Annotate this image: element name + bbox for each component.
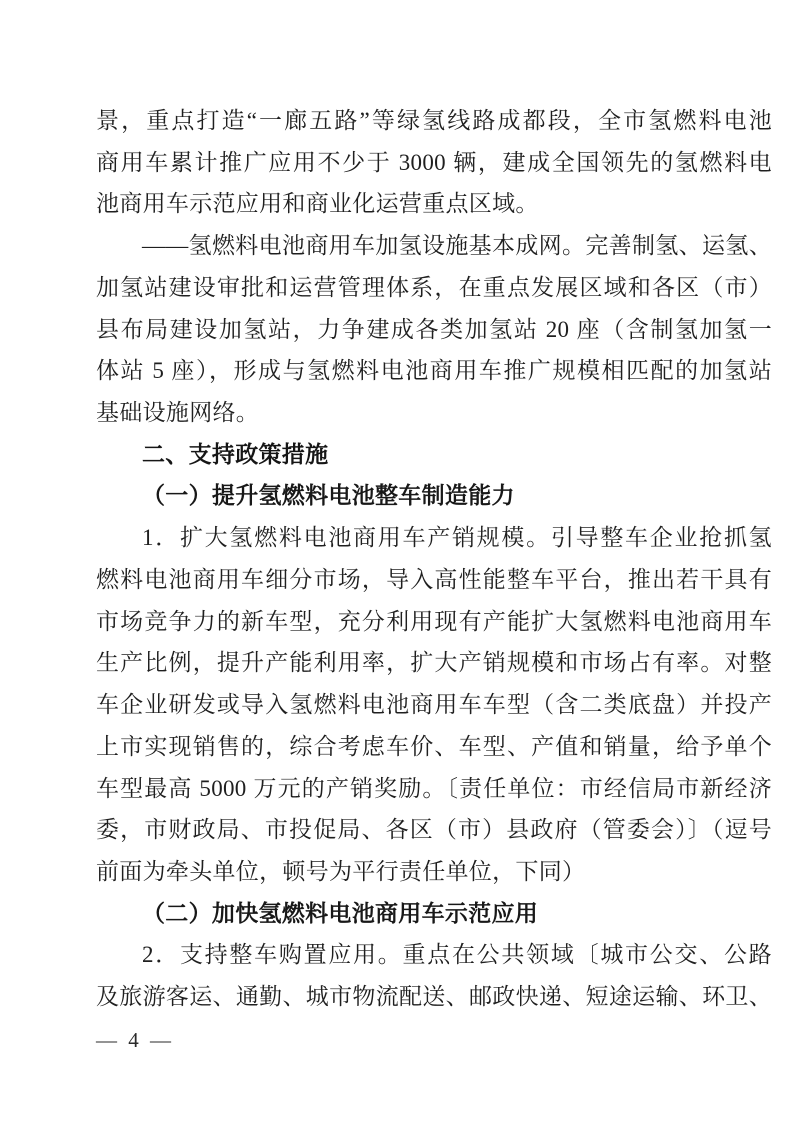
page-number: — 4 — — [96, 1028, 174, 1052]
text-line: 车企业研发或导入氢燃料电池商用车车型（含二类底盘）并投产 — [96, 692, 772, 718]
text-line: 2．支持整车购置应用。重点在公共领域〔城市公交、公路 — [142, 942, 772, 968]
text-line: 前面为牵头单位，顿号为平行责任单位，下同） — [96, 858, 586, 884]
text-line: 委，市财政局、市投促局、各区（市）县政府（管委会）〕（逗号 — [96, 817, 772, 843]
section-heading: 二、支持政策措施 — [142, 440, 329, 467]
text-line: 池商用车示范应用和商业化运营重点区域。 — [96, 191, 539, 217]
text-line: 及旅游客运、通勤、城市物流配送、邮政快递、短途运输、环卫、 — [96, 984, 772, 1010]
text-line: 县布局建设加氢站，力争建成各类加氢站 20 座（含制氢加氢一 — [96, 316, 772, 342]
text-line: 市场竞争力的新车型，充分利用现有产能扩大氢燃料电池商用车 — [96, 608, 772, 634]
text-line: 商用车累计推广应用不少于 3000 辆，建成全国领先的氢燃料电 — [96, 149, 772, 175]
text-line: 加氢站建设审批和运营管理体系，在重点发展区域和各区（市） — [96, 274, 772, 300]
text-line: 生产比例，提升产能利用率，扩大产销规模和市场占有率。对整 — [96, 650, 772, 676]
subsection-heading: （一）提升氢燃料电池整车制造能力 — [142, 483, 515, 509]
subsection-heading: （二）加快氢燃料电池商用车示范应用 — [142, 900, 539, 926]
document-body — [96, 100, 772, 1018]
text-line: 体站 5 座），形成与氢燃料电池商用车推广规模相匹配的加氢站 — [96, 358, 772, 384]
text-line: 1．扩大氢燃料电池商用车产销规模。引导整车企业抢抓氢 — [142, 525, 772, 551]
text-line: 景，重点打造“一廊五路”等绿氢线路成都段，全市氢燃料电池 — [96, 108, 772, 133]
text-line: 车型最高 5000 万元的产销奖励。〔责任单位：市经信局市新经济 — [96, 775, 772, 801]
text-line: 上市实现销售的，综合考虑车价、车型、产值和销量，给予单个 — [96, 733, 772, 759]
text-line: ——氢燃料电池商用车加氢设施基本成网。完善制氢、运氢、 — [142, 233, 772, 259]
text-line: 燃料电池商用车细分市场，导入高性能整车平台，推出若干具有 — [96, 566, 772, 592]
text-line: 基础设施网络。 — [96, 400, 260, 426]
